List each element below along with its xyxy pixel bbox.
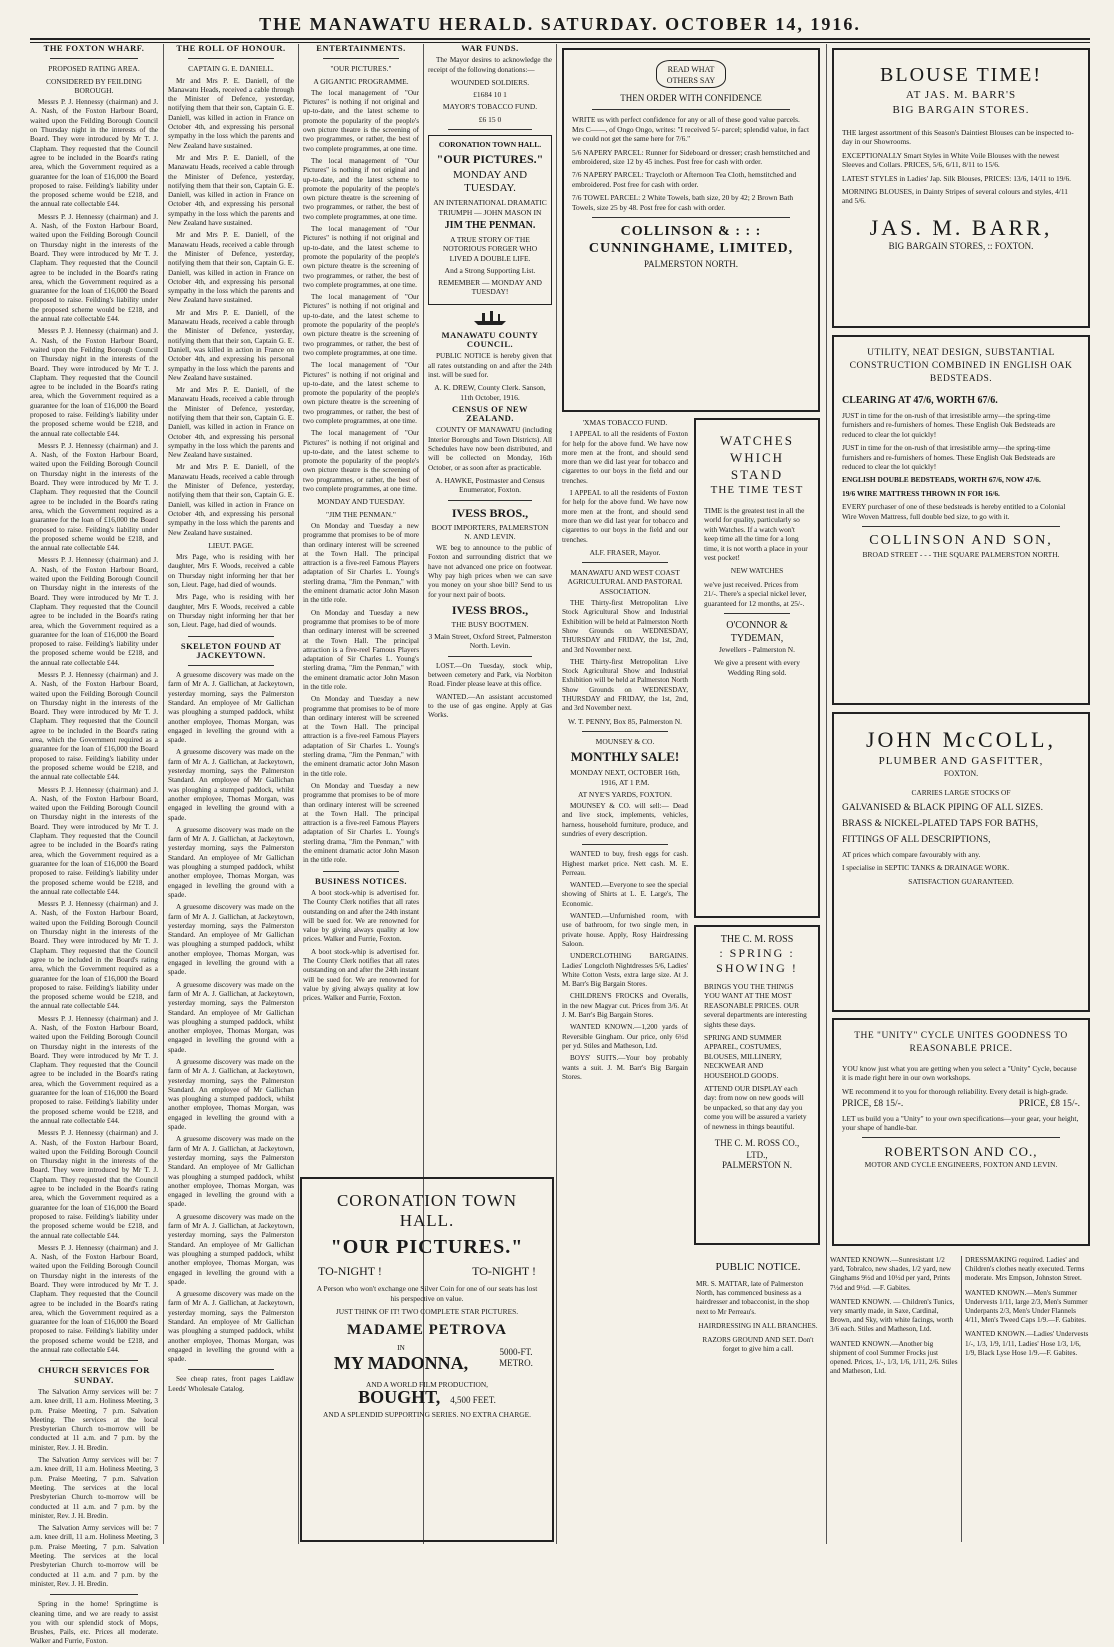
advert-heading: JIM THE PENMAN. [444, 219, 536, 231]
film-title: BOUGHT, [358, 1387, 441, 1408]
article-body: Messrs P. J. Hennessy (chairman) and J. A. Nash, of the Foxton Harbour Board, waited upon the Feilding Borough Council on Thursday night in the interests of the Board. They were introduced by Mr T. J. Clapham. They requested that the Council agree to be included in the Board's rating area, which the Government required as a guarantee for the loan of £16,000 the Board proposed to raise. Feilding's liability under the proposed scheme would be £218, and the annual rate collectable £44. [30, 1243, 158, 1355]
advert-text: MONDAY NEXT, OCTOBER 16th, 1916, AT 1 P.M. [570, 768, 680, 787]
company-name: THE C. M. ROSS CO., LTD., [714, 1138, 800, 1161]
advert-text: EXCEPTIONALLY Smart Styles in White Voile Blouses with the newest Sleeves and Collars. PRICES, 5/6, 6/11, 8/11 to 15/6. [842, 150, 1060, 170]
article-subtitle: PROPOSED RATING AREA. [48, 64, 140, 74]
notice-body: COUNTY OF MANAWATU (including Interior Boroughs and Town Districts). All Schedules have now been distributed, and will be collected on Monday, 16th October, or as soon after as practicable. [428, 426, 552, 472]
notice-signature: ALF. FRASER, Mayor. [589, 547, 661, 557]
article-body: A gruesome discovery was made on the farm of Mr A. J. Gallichan, at Jackeytown, yesterday morning, says the Palmerston Standard. An employee of Mr Gallichan was ploughing a stumped paddock, whilst another employee, Thomas Morgan, was engaged in levelling the ground with a spade. [168, 671, 294, 745]
article-body: A gruesome discovery was made on the farm of Mr A. J. Gallichan, at Jackeytown, yesterday morning, says the Palmerston Standard. An employee of Mr Gallichan was ploughing a stumped paddock, whilst another employee, Thomas Morgan, was engaged in levelling the ground with a spade. [168, 748, 294, 822]
article-subtitle: MONDAY AND TUESDAY. [317, 497, 405, 507]
classifieds-right [965, 1256, 1090, 1542]
advert-subheading: THE BUSY BOOTMEN. [451, 619, 529, 629]
advert-text: 5/6 NAPERY PARCEL: Runner for Sideboard or dresser; crash hemstitched and embroidered, size 12 by 45 inches. Post free for cash with order. [572, 147, 810, 167]
column-divider [826, 44, 827, 1544]
column-divider [961, 1256, 962, 1542]
article-body: Messrs P. J. Hennessy (chairman) and J. A. Nash, of the Foxton Harbour Board, waited upon the Feilding Borough Council on Thursday night in the interests of the Board. They were introduced by Mr T. J. Clapham. They requested that the Council agree to be included in the Board's rating area, which the Government required as a guarantee for the loan of £16,000 the Board proposed to raise. Feilding's liability under the proposed scheme would be £218, and the annual rate collectable £44. [30, 1014, 158, 1125]
notice-title: MANAWATU AND WEST COAST AGRICULTURAL AND PASTORAL ASSOCIATION. [567, 568, 683, 596]
watches-advert [694, 418, 820, 918]
article-body: A gruesome discovery was made on the farm of Mr A. J. Gallichan, at Jackeytown, yesterday morning, says the Palmerston Standard. An employee of Mr Gallichan was ploughing a stumped paddock, whilst another employee, Thomas Morgan, was engaged in levelling the ground with a spade. [168, 980, 294, 1054]
article-body: Mr and Mrs P. E. Daniell, of the Manawatu Heads, received a cable through the Minister of Defence, yesterday, notifying them that their son, Captain G. E. Daniell, was killed in action in France on October 4th, and expressing his personal sympathy in the loss which the parents and New Zealand have sustained. [168, 463, 294, 537]
advert-heading: "OUR PICTURES." [330, 1236, 524, 1258]
advert-heading: THE "UNITY" CYCLE UNITES GOODNESS TO REASONABLE PRICE. [854, 1031, 1068, 1054]
advert-heading: THE TIME TEST [710, 484, 804, 496]
article-body: A gruesome discovery was made on the farm of Mr A. J. Gallichan, at Jackeytown, yesterday morning, says the Palmerston Standard. An employee of Mr Gallichan was ploughing a stumped paddock, whilst another employee, Thomas Morgan, was engaged in levelling the ground with a spade. [168, 1212, 294, 1286]
star-name: MADAME PETROVA [347, 1321, 507, 1338]
advert-text: REMEMBER — MONDAY AND TUESDAY! [438, 278, 542, 297]
advert-heading: MONTHLY SALE! [570, 749, 680, 765]
article-title: THE ROLL OF HONOUR. [176, 43, 286, 53]
price-label: PRICE, £8 15/-. [1018, 1099, 1080, 1110]
advert-text: BRINGS YOU THE THINGS YOU WANT AT THE MOST REASONABLE PRICES. OUR several departments are interesting sights these days. [704, 982, 807, 1029]
article-title: BUSINESS NOTICES. [314, 875, 408, 886]
article-body: Mr and Mrs P. E. Daniell, of the Manawatu Heads, received a cable through the Minister of Defence, yesterday, notifying them that their son, Captain G. E. Daniell, was killed in action in France on October 4th, and expressing his personal sympathy in the loss which the parents and New Zealand have sustained. [168, 386, 294, 460]
article-body: Messrs P. J. Hennessy (chairman) and J. A. Nash, of the Foxton Harbour Board, waited upon the Feilding Borough Council on Thursday night in the interests of the Board. They were introduced by Mr T. J. Clapham. They requested that the Council agree to be included in the Board's rating area, which the Government required as a guarantee for the loan of £16,000 the Board proposed to raise. Feilding's liability under the proposed scheme would be £218, and the annual rate collectable £44. [30, 98, 158, 209]
article-subtitle: WOUNDED SOLDIERS. [450, 77, 530, 87]
classified-ad: CHILDREN'S FROCKS and Overalls, in the new Magyar cut. Prices from 3/6. At J. M. Barr's Big Bargain Stores. [562, 992, 688, 1020]
article-body: Mr and Mrs P. E. Daniell, of the Manawatu Heads, received a cable through the Minister of Defence, yesterday, notifying them that their son, Captain G. E. Daniell, was killed in action in France on October 4th, and expressing his personal sympathy in the loss which the parents and New Zealand have sustained. [168, 308, 294, 382]
advert-heading: THEN ORDER WITH CONFIDENCE [620, 93, 762, 103]
advert-text: AND A WORLD FILM PRODUCTION, [365, 1380, 489, 1390]
advert-text: CARRIES LARGE STOCKS OF [911, 788, 1011, 798]
classified-ad: WANTED KNOWN. — Children's Tunics, very smartly made, in Saxe, Cardinal, Brown, and Sky, with white facings, worth 3/6 each. Stiles and Matheson, Ltd. [830, 1297, 955, 1334]
article-body: The local management of "Our Pictures" is nothing if not original and up-to-date, and the latest scheme to promote the popularity of the people's own picture theatre is the screening of two programmes, or rather, the best of two complete programmes, at one time. [303, 88, 419, 153]
showtime-label: TO-NIGHT ! [318, 1264, 382, 1278]
article-body: Messrs P. J. Hennessy (chairman) and J. A. Nash, of the Foxton Harbour Board, waited upon the Feilding Borough Council on Thursday night in the interests of the Board. They were introduced by Mr T. J. Clapham. They requested that the Council agree to be included in the Board's rating area, which the Government required as a guarantee for the loan of £16,000 the Board proposed to raise. Feilding's liability under the proposed scheme would be £218, and the annual rate collectable £44. [30, 671, 158, 782]
advert-subheading: PLUMBER AND GASFITTER, [878, 755, 1044, 767]
classified-ad: UNDERCLOTHING BARGAINS. Ladies' Longcloth Nightdresses 5/6, Ladies' White Cotton Vests, extra large size. At J. M. Barr's Big Bargain Stores. [562, 952, 688, 989]
cinema-advert-large [300, 1177, 554, 1542]
blouse-time-advert [832, 48, 1090, 328]
article-body: The local management of "Our Pictures" is nothing if not original and up-to-date, and the latest scheme to promote the popularity of the people's own picture theatre is the screening of two programmes, or rather, the best of two complete programmes, at one time. [303, 156, 419, 221]
article-body: On Monday and Tuesday a new programme that promises to be of more than ordinary interest will be screened at the Town Hall. The principal attraction is a five-reel Famous Players adaptation of Sir Charles L. Young's sterling drama, "Jim the Penman," with the eminent dramatic actor John Mason in the title role. [303, 781, 419, 865]
advert-subheading: AT JAS. M. BARR'S [905, 89, 1017, 101]
advert-text: JUST in time for the on-rush of that irresistible army—the spring-time furnishers and re-furnishers of homes. These English Oak Bedsteads are reduced to clear the lot quickly! [842, 443, 1056, 472]
mccoll-advert [832, 712, 1090, 1012]
advert-text: AT prices which compare favourably with any. [842, 849, 981, 859]
notice-body: I APPEAL to all the residents of Foxton for help for the above fund. We have now more men at the front, and should send more than we did last year for tobacco and cigarettes to our boys in the field and our trenches. [562, 489, 688, 544]
notice-title: MANAWATU COUNTY COUNCIL. [441, 329, 539, 350]
article-subtitle: MAYOR'S TOBACCO FUND. [442, 102, 538, 112]
advert-text: See cheap rates, front pages Laidlaw Leeds' Wholesale Catalog. [168, 1375, 294, 1393]
ship-icon [470, 309, 510, 327]
feature-row [312, 1343, 542, 1374]
advert-heading: CORONATION TOWN HALL. [438, 140, 542, 150]
advert-subheading: NEW WATCHES [730, 566, 784, 576]
advert-text: AN INTERNATIONAL DRAMATIC TRIUMPH — JOHN MASON IN [433, 198, 547, 217]
company-name: O'CONNOR & TYDEMAN, [726, 620, 788, 645]
article-body: On Monday and Tuesday a new programme that promises to be of more than ordinary interest will be screened at the Town Hall. The principal attraction is a five-reel Famous Players adaptation of Sir Charles L. Young's sterling drama, "Jim the Penman," with the eminent dramatic actor John Mason in the title role. [303, 521, 419, 605]
article-body: Messrs P. J. Hennessy (chairman) and J. A. Nash, of the Foxton Harbour Board, waited upon the Feilding Borough Council on Thursday night in the interests of the Board. They were introduced by Mr T. J. Clapham. They requested that the Council agree to be included in the Board's rating area, which the Government required as a guarantee for the loan of £16,000 the Board proposed to raise. Feilding's liability under the proposed scheme would be £218, and the annual rate collectable £44. [30, 212, 158, 324]
article-body: Mrs Page, who is residing with her daughter, Mrs F. Woods, received a cable on Thursday night informing her that her son, Lieut. Page, had died of wounds. [168, 593, 294, 630]
advert-subheading: FITTINGS OF ALL DESCRIPTIONS, [842, 834, 991, 845]
article-body: On Monday and Tuesday a new programme that promises to be of more than ordinary interest will be screened at the Town Hall. The principal attraction is a five-reel Famous Players adaptation of Sir Charles L. Young's sterling drama, "Jim the Penman," with the eminent dramatic actor John Mason in the title role. [303, 608, 419, 691]
company-name: COLLINSON & : : : [620, 224, 762, 240]
article-body: A gruesome discovery was made on the farm of Mr A. J. Gallichan, at Jackeytown, yesterday morning, says the Palmerston Standard. An employee of Mr Gallichan was ploughing a stumped paddock, whilst another employee, Thomas Morgan, was engaged in levelling the ground with a spade. [168, 1057, 294, 1132]
advert-text: THE largest assortment of this Season's Daintiest Blouses can be inspected to-day in our Showrooms. [842, 128, 1074, 147]
advert-heading: SHOWING ! [716, 961, 798, 975]
advert-text: WRITE us with perfect confidence for any or all of these good value parcels. Mrs C——, of Ongo Ongo, writes: "I received 5/- parcel; splendid value, in fact we could not get the same here for 7/6." [572, 115, 809, 144]
article-body: Mr and Mrs P. E. Daniell, of the Manawatu Heads, received a cable through the Minister of Defence, yesterday, notifying them that their son, Captain G. E. Daniell, was killed in action in France on October 4th, and expressing his personal sympathy in the loss which the parents and New Zealand have sustained. [168, 76, 294, 150]
company-name: COLLINSON AND SON, [869, 533, 1053, 549]
notice-title: 'XMAS TOBACCO FUND. [582, 418, 668, 427]
article-body: Messrs P. J. Hennessy (chairman) and J. A. Nash, of the Foxton Harbour Board, waited upon the Feilding Borough Council on Thursday night in the interests of the Board. They were introduced by Mr T. J. Clapham. They requested that the Council agree to be included in the Board's rating area, which the Government required as a guarantee for the loan of £16,000 the Board proposed to raise. Feilding's liability under the proposed scheme would be £218, and the annual rate collectable £44. [30, 556, 158, 667]
company-name: CUNNINGHAME, LIMITED, [588, 241, 794, 257]
film-length: 4,500 FEET. [450, 1395, 496, 1406]
advert-text: SPRING AND SUMMER APPAREL, COSTUMES, BLOUSES, MILLINERY, NECKWEAR AND HOUSEHOLD GOODS. [704, 1033, 782, 1080]
column-4 [428, 44, 552, 1174]
company-place: MOTOR AND CYCLE ENGINEERS, FOXTON AND LEVIN. [864, 1160, 1058, 1170]
advert-subheading: ENGLISH DOUBLE BEDSTEADS, WORTH 67/6, NOW 47/6. [842, 475, 1041, 485]
classified-ad: WANTED.—Everyone to see the special showing of Shirts at L. E. Large's, The Economic. [562, 881, 688, 908]
notice-signature: A. HAWKE, Postmaster and Census Enumerator, Foxton. [435, 475, 545, 495]
article-subtitle: CONSIDERED BY FEILDING BOROUGH. [46, 76, 142, 95]
advert-text: YOU know just what you are getting when you select a "Unity" Cycle, because it is made right here in our own workshops. [842, 1064, 1077, 1083]
company-place: BROAD STREET - - - THE SQUARE PALMERSTON NORTH. [862, 550, 1060, 560]
advert-text: A Person who won't exchange one Silver Coin for one of our seats has lost his perspective on value. [316, 1284, 538, 1303]
article-body: A boot stock-whip is advertised for. The County Clerk notifies that all rates outstanding on and after the 24th instant will be sued for. We are renowned for value by giving always quality at low prices. Walker and Furrie, Foxton. [303, 947, 419, 1003]
advert-subheading: CLEARING AT 47/6, WORTH 67/6. [842, 395, 998, 406]
advert-subheading: BIG BARGAIN STORES. [892, 104, 1030, 116]
advert-heading: UTILITY, NEAT DESIGN, SUBSTANTIAL CONSTRUCTION COMBINED IN ENGLISH OAK BEDSTEADS. [849, 348, 1073, 384]
advert-text: 7/6 TOWEL PARCEL: 2 White Towels, bath size, 20 by 42; 2 Brown Bath Towels, size 25 by 48. Post free for cash with order. [572, 193, 794, 212]
article-body: On Monday and Tuesday a new programme that promises to be of more than ordinary interest will be screened at the Town Hall. The principal attraction is a five-reel Famous Players adaptation of Sir Charles L. Young's sterling drama, "Jim the Penman," with the eminent dramatic actor John Mason in the title role. [303, 695, 419, 778]
notice-signature: W. T. PENNY, Box 85, Palmerston N. [567, 716, 683, 726]
bedsteads-advert [832, 335, 1090, 705]
advert-text: SATISFACTION GUARANTEED. [908, 876, 1014, 886]
notice-signature: A. K. DREW, County Clerk. Sanson, 11th October, 1916. [434, 383, 546, 402]
article-body: The Mayor desires to acknowledge the receipt of the following donations:— [428, 56, 552, 74]
article-body: Mr and Mrs P. E. Daniell, of the Manawatu Heads, received a cable through the Minister of Defence, yesterday, notifying them that their son, Captain G. E. Daniell, was killed in action in France on October 4th, and expressing his personal sympathy in the loss which the parents and New Zealand have sustained. [168, 231, 294, 305]
advert-heading: : SPRING : [719, 946, 795, 960]
notice-title: CENSUS OF NEW ZEALAND. [451, 403, 529, 424]
article-subtitle: CAPTAIN G. E. DANIELL. [188, 64, 274, 74]
article-body: Messrs P. J. Hennessy (chairman) and J. A. Nash, of the Foxton Harbour Board, waited upon the Feilding Borough Council on Thursday night in the interests of the Board. They were introduced by Mr T. J. Clapham. They requested that the Council agree to be included in the Board's rating area, which the Government required as a guarantee for the loan of £16,000 the Board proposed to raise. Feilding's liability under the proposed scheme would be £218, and the annual rate collectable £44. [30, 900, 158, 1011]
company-place: FOXTON. [943, 769, 979, 778]
advert-text: Spring in the home! Springtime is cleaning time, and we are ready to assist you with our splendid stock of Mops, Brushes, Pails, etc. Prices all moderate. Walker and Furrie, Foxton. [30, 1600, 158, 1646]
article-subtitle: "OUR PICTURES." [330, 64, 392, 74]
notice-body: I APPEAL to all the residents of Foxton for help for the above fund. We have now more men at the front, and should send more than we did last year for tobacco and cigarettes to our boys in the field and our trenches. [562, 430, 688, 485]
advert-heading: BLOUSE TIME! [880, 64, 1042, 86]
showtime-row [318, 1264, 536, 1278]
notice-body: THE Thirty-first Metropolitan Live Stock Agricultural Show and Industrial Exhibition will be held at Palmerston North Show Grounds on WEDNESDAY, THURSDAY and FRIDAY, the 1st, 2nd, and 3rd November next. [562, 599, 688, 654]
fund-total: £6 15 0 [478, 114, 502, 124]
classified-ad: WANTED.—An assistant accustomed to the use of gas engine. Apply at Gas Works. [428, 692, 552, 720]
public-notice [696, 1260, 820, 1542]
article-body: A gruesome discovery was made on the farm of Mr A. J. Gallichan, at Jackeytown, yesterday morning, says the Palmerston Standard. An employee of Mr Gallichan was ploughing a stumped paddock, whilst another employee, Thomas Morgan, was engaged in levelling the ground with a spade. [168, 1290, 294, 1364]
classifieds-left [830, 1256, 958, 1542]
advert-text: AT NYE'S YARDS, FOXTON. [578, 789, 672, 799]
column-divider [163, 44, 164, 1544]
company-place: PALMERSTON NORTH. [644, 259, 738, 270]
advert-text: LET us build you a "Unity" to your own specifications—your gear, your height, your shape of handle-bar. [842, 1113, 1079, 1133]
advert-text: MOUNSEY & CO. will sell:— Dead and live stock, implements, vehicles, harness, household furniture, produce, and sundries of every description. [562, 802, 688, 838]
article-body: The local management of "Our Pictures" is nothing if not original and up-to-date, and the latest scheme to promote the popularity of the people's own picture theatre is the screening of two programmes, or rather, the best of two complete programmes, at one time. [303, 429, 419, 494]
read-what-others-say-stamp: READ WHAT OTHERS SAY [656, 60, 726, 88]
article-body: The local management of "Our Pictures" is nothing if not original and up-to-date, and the latest scheme to promote the popularity of the people's own picture theatre is the screening of two programmes, or rather, the best of two complete programmes, at one time. [303, 293, 419, 357]
article-body: Messrs P. J. Hennessy (chairman) and J. A. Nash, of the Foxton Harbour Board, waited upon the Feilding Borough Council on Thursday night in the interests of the Board. They were introduced by Mr T. J. Clapham. They requested that the Council agree to be included in the Board's rating area, which the Government required as a guarantee for the loan of £16,000 the Board proposed to raise. Feilding's liability under the proposed scheme would be £218, and the annual rate collectable £44. [30, 441, 158, 553]
classified-ad: WANTED KNOWN.—Men's Summer Undervests 1/11, large 2/3, Men's Summer Underpants 2/3, Men's Under Flannels 4/11, Men's Tweed Caps 1/9.—F. Gabites. [965, 1288, 1088, 1325]
advert-text: 3 Main Street, Oxford Street, Palmerston North. Levin. [428, 632, 552, 651]
company-place: PALMERSTON N. [721, 1160, 793, 1171]
fund-total: £1684 10 1 [473, 90, 507, 100]
advert-text: A TRUE STORY OF THE NOTORIOUS FORGER WHO LIVED A DOUBLE LIFE. [442, 234, 538, 263]
advert-text: WE beg to announce to the public of Foxton and surrounding district that we have not advanced one price on footwear. Why pay high prices when we can save you money on your shoe bill? Send to us for your next pair of boots. [428, 544, 552, 599]
advert-heading: THE C. M. ROSS [720, 934, 794, 945]
classified-ad: WANTED.—Unfurnished room, with use of bathroom, for two single men, in private house. Apply, Rosy Hairdressing Saloon. [562, 912, 688, 948]
advert-subheading: BOOT IMPORTERS, PALMERSTON N. AND LEVIN. [431, 522, 549, 541]
article-body: The local management of "Our Pictures" is nothing if not original and up-to-date, and the latest scheme to promote the popularity of the people's own picture theatre is the screening of two programmes, or rather, the best of two complete programmes, at one time. [303, 361, 419, 425]
film-title: MY MADONNA, [333, 1353, 469, 1374]
advert-heading: IVESS BROS., [451, 602, 529, 617]
advert-text: IN [397, 1342, 405, 1352]
article-title: WAR FUNDS. [461, 43, 519, 53]
advert-subheading: GALVANISED & BLACK PIPING OF ALL SIZES. [842, 802, 1044, 813]
advert-text: EVERY purchaser of one of these bedsteads is hereby entitled to a Colonial Wire Woven Mattress, full double bed size, to go with it. [842, 502, 1066, 521]
advert-text: we've just received. Prices from 21/-. There's a special nickel lever, guaranteed for 12 months, at 25/-. [704, 579, 807, 608]
article-title: ENTERTAINMENTS. [316, 43, 406, 53]
advert-text: MORNING BLOUSES, in Dainty Stripes of several colours and styles, 4/11 and 5/6. [842, 187, 1068, 206]
advert-text: I specialise in SEPTIC TANKS & DRAINAGE WORK. [842, 863, 1010, 873]
advert-heading: MONDAY AND TUESDAY. [452, 169, 528, 195]
price-row [842, 1100, 1080, 1109]
classified-ad: BOYS' SUITS.—Your boy probably wants a suit. J. M. Barr's Big Bargain Stores. [562, 1054, 688, 1081]
article-body: A gruesome discovery was made on the farm of Mr A. J. Gallichan, at Jackeytown, yesterday morning, says the Palmerston Standard. An employee of Mr Gallichan was ploughing a stumped paddock, whilst another employee, Thomas Morgan, was engaged in levelling the ground with a spade. [168, 825, 294, 899]
feature-row [312, 1387, 542, 1408]
cm-ross-advert [694, 925, 820, 1245]
article-subtitle: "JIM THE PENMAN." [326, 509, 396, 519]
column-3 [303, 44, 419, 1174]
masthead: THE MANAWATU HERALD. SATURDAY. OCTOBER 14, 1916. [259, 14, 861, 34]
column-divider [556, 44, 557, 1544]
advert-text: AND A SPLENDID SUPPORTING SERIES. NO EXTRA CHARGE. [323, 1409, 531, 1419]
column-divider [298, 44, 299, 1544]
article-body: A boot stock-whip is advertised for. The County Clerk notifies that all rates outstanding on and after the 24th instant will be sued for. We are renowned for value by giving always quality at low prices. Walker and Furrie, Foxton. [303, 888, 419, 944]
classified-ad: WANTED KNOWN.—1,200 yards of Reversible Gingham. Our price, only 6½d per yd. Stiles and Matheson, Ltd. [562, 1023, 688, 1050]
advert-text: JUST in time for the on-rush of that irresistible army—the spring-time furnishers and re-furnishers of homes. These English Oak Bedsteads are reduced to clear the lot quickly! [842, 411, 1056, 439]
article-subtitle: A GIGANTIC PROGRAMME. [313, 76, 409, 86]
article-body: Messrs P. J. Hennessy (chairman) and J. A. Nash, of the Foxton Harbour Board, waited upon the Feilding Borough Council on Thursday night in the interests of the Board. They were introduced by Mr T. J. Clapham. They requested that the Council agree to be included in the Board's rating area, which the Government required as a guarantee for the loan of £16,000 the Board proposed to raise. Feilding's liability under the proposed scheme would be £218, and the annual rate collectable £44. [30, 785, 158, 896]
advert-text: TIME is the greatest test in all the world for quality, particularly so with Watches. If a watch won't keep time all the time for a long time, it is not worth a place in your vest pocket! [704, 506, 808, 563]
article-title: CHURCH SERVICES FOR SUNDAY. [38, 1365, 150, 1385]
classified-ad: LOST.—On Tuesday, stock whip, between cemetery and Park, via Norbiton Road. Finder please leave at this office. [428, 661, 552, 689]
article-title: THE FOXTON WHARF. [43, 43, 145, 53]
advert-text: 7/6 NAPERY PARCEL: Traycloth or Afternoon Tea Cloth, hemstitched and embroidered. Post free for cash with order. [572, 170, 797, 189]
notice-title: PUBLIC NOTICE. [715, 1261, 801, 1273]
advert-subheading: 19/6 WIRE MATTRESS THROWN IN FOR 16/6. [842, 488, 1000, 498]
advert-text: We give a present with every Wedding Ring sold. [714, 658, 800, 677]
article-body: The Salvation Army services will be: 7 a.m. knee drill, 11 a.m. Holiness Meeting, 3 p.m. Praise Meeting, 7 p.m. Salvation Meeting. The services at the local Presbyterian Church to-morrow will be conducted at 11 a.m. and 7 p.m. by the minister, Rev. J. H. Bredin. [30, 1524, 158, 1588]
article-body: Messrs P. J. Hennessy (chairman) and J. A. Nash, of the Foxton Harbour Board, waited upon the Feilding Borough Council on Thursday night in the interests of the Board. They were introduced by Mr T. J. Clapham. They requested that the Council agree to be included in the Board's rating area, which the Government required as a guarantee for the loan of £16,000 the Board proposed to raise. Feilding's liability under the proposed scheme would be £218, and the annual rate collectable £44. [30, 327, 158, 438]
notice-body: THE Thirty-first Metropolitan Live Stock Agricultural Show and Industrial Exhibition will be held at Palmerston North Show Grounds on WEDNESDAY, THURSDAY and FRIDAY, the 1st, 2nd, and 3rd November next. [562, 657, 688, 713]
company-name: ROBERTSON AND CO., [884, 1144, 1038, 1160]
advert-heading: IVESS BROS., [451, 505, 529, 520]
advert-text: WE recommend it to you for thorough reliability. Every detail is high-grade. [842, 1086, 1068, 1096]
article-subtitle: LIEUT. PAGE. [208, 540, 254, 550]
collinson-cunninghame-advert [562, 48, 820, 412]
column-1 [30, 43, 158, 1646]
advert-text: JUST THINK OF IT! TWO COMPLETE STAR PICTURES. [335, 1307, 519, 1317]
film-length: 5000-FT. METRO. [499, 1347, 533, 1369]
unity-cycle-advert [832, 1018, 1090, 1246]
company-name: JOHN McCOLL, [866, 727, 1056, 752]
price-label: PRICE, £8 15/-. [842, 1099, 904, 1110]
column-2 [168, 44, 294, 1549]
classified-ad: WANTED KNOWN.—Sunresistant 1/2 yard, Tobralco, new shades, 1/2 yard, new Ginghams 9½d and 10½d per yard, Prints 7½d and 9½d. —F. Gabites. [830, 1256, 952, 1292]
article-body: The local management of "Our Pictures" is nothing if not original and up-to-date, and the latest scheme to promote the popularity of the people's own picture theatre is the screening of two programmes, or rather, the best of two complete programmes, at one time. [303, 225, 419, 289]
article-body: A gruesome discovery was made on the farm of Mr A. J. Gallichan, at Jackeytown, yesterday morning, says the Palmerston Standard. An employee of Mr Gallichan was ploughing a stumped paddock, whilst another employee, Thomas Morgan, was engaged in levelling the ground with a spade. [168, 1135, 294, 1209]
article-body: Mrs Page, who is residing with her daughter, Mrs F. Woods, received a cable on Thursday night informing her that her son, Lieut. Page, had died of wounds. [168, 553, 294, 590]
article-body: Messrs P. J. Hennessy (chairman) and J. A. Nash, of the Foxton Harbour Board, waited upon the Feilding Borough Council on Thursday night in the interests of the Board. They were introduced by Mr T. J. Clapham. They requested that the Council agree to be included in the Board's rating area, which the Government required as a guarantee for the loan of £16,000 the Board proposed to raise. Feilding's liability under the proposed scheme would be £218, and the annual rate collectable £44. [30, 1129, 158, 1240]
article-title: SKELETON FOUND AT JACKEYTOWN. [180, 640, 282, 660]
notice-body: PUBLIC NOTICE is hereby given that all rates outstanding on and after the 24th inst. will be sued for. [428, 352, 552, 379]
showtime-label: TO-NIGHT ! [472, 1264, 536, 1278]
classified-ad: WANTED to buy, fresh eggs for cash. Highest market price. Nett cash. M. E. Perreau. [562, 850, 688, 877]
classified-ad: WANTED KNOWN.—Another big shipment of cool Summer Frocks just opened. Prices, 1/-, 1/3, 1/6, 1/11, 2/6. Stiles and Matheson, Ltd. [830, 1339, 958, 1376]
advert-text: LATEST STYLES in Ladies' Jap. Silk Blouses, PRICES: 13/6, 14/11 to 19/6. [842, 173, 1072, 183]
company-place: Jewellers - Palmerston N. [719, 645, 795, 655]
article-body: Mr and Mrs P. E. Daniell, of the Manawatu Heads, received a cable through the Minister of Defence, yesterday, notifying them that their son, Captain G. E. Daniell, was killed in action in France on October 4th, and expressing his personal sympathy in the loss which the parents and New Zealand have sustained. [168, 153, 294, 228]
column-6 [562, 418, 688, 1543]
article-body: A gruesome discovery was made on the farm of Mr A. J. Gallichan, at Jackeytown, yesterday morning, says the Palmerston Standard. An employee of Mr Gallichan was ploughing a stumped paddock, whilst another employee, Thomas Morgan, was engaged in levelling the ground with a spade. [168, 903, 294, 977]
article-body: The Salvation Army services will be: 7 a.m. knee drill, 11 a.m. Holiness Meeting, 3 p.m. Praise Meeting, 7 p.m. Salvation Meeting. The services at the local Presbyterian Church to-morrow will be conducted at 11 a.m. and 7 p.m. by the minister, Rev. J. H. Bredin. [30, 1456, 158, 1520]
company-name: JAS. M. BARR, [869, 214, 1053, 240]
advert-subheading: BRASS & NICKEL-PLATED TAPS FOR BATHS, [842, 818, 1038, 829]
advert-text: ATTEND OUR DISPLAY each day: from now on new goods will be unpacked, so that any day you come you will be assured a variety of newness in things beautiful. [704, 1084, 807, 1131]
advert-heading: WATCHES [720, 433, 794, 448]
advert-heading: WHICH STAND [729, 450, 785, 482]
advert-subheading: MOUNSEY & CO. [595, 736, 655, 746]
classified-ad: DRESSMAKING required. Ladies' and Children's clothes neatly executed. Terms moderate. Mrs Empson, Johnston Street. [965, 1256, 1085, 1283]
notice-body: RAZORS GROUND AND SET. Don't forget to give him a call. [702, 1336, 814, 1354]
advert-text: And a Strong Supporting List. [444, 265, 536, 275]
classified-ad: WANTED KNOWN.—Ladies' Undervests 1/-, 1/3, 1/9, 1/11, Ladies' Hose 1/3, 1/6, 1/9, Black Lyse Hose 1/9.—F. Gabites. [965, 1330, 1089, 1357]
article-body: The Salvation Army services will be: 7 a.m. knee drill, 11 a.m. Holiness Meeting, 3 p.m. Praise Meeting, 7 p.m. Salvation Meeting. The services at the local Presbyterian Church to-morrow will be conducted at 11 a.m. and 7 p.m. by the minister, Rev. J. H. Bredin. [30, 1387, 158, 1452]
notice-body: MR. S. MATTAR, late of Palmerston North, has commenced business as a hairdresser and tobacconist, in the shop next to Mr Perreau's. [696, 1280, 810, 1316]
cinema-advert-small [428, 135, 552, 305]
notice-subheading: HAIRDRESSING IN ALL BRANCHES. [698, 1321, 818, 1330]
company-place: BIG BARGAIN STORES, :: FOXTON. [888, 240, 1034, 251]
advert-heading: CORONATION TOWN HALL. [336, 1191, 518, 1230]
advert-heading: "OUR PICTURES." [436, 152, 544, 167]
